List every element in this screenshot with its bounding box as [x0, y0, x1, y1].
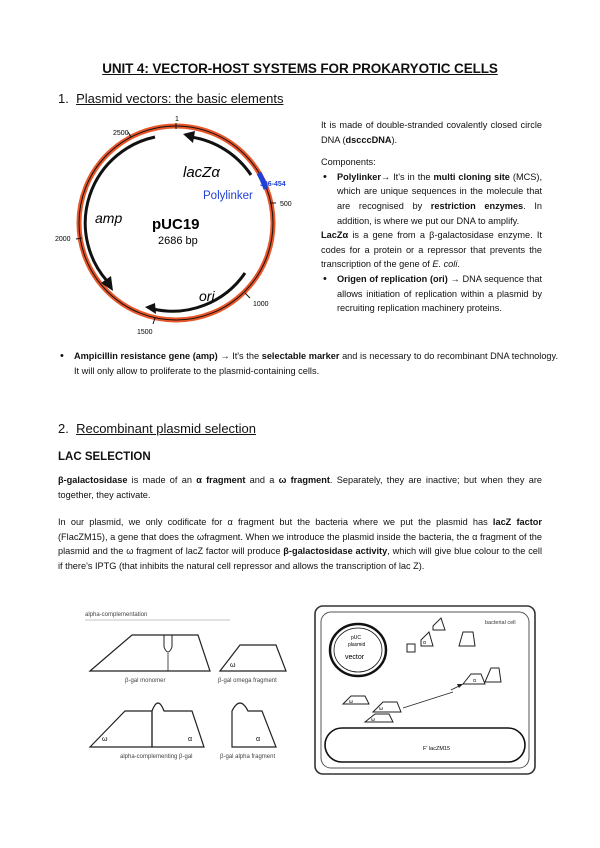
lac-p2: In our plasmid, we only codificate for α fragment but the bacteria where we put the plasmid has lacZ factor (FlacZM15), a gene that does the ωfragment. When we introduce the plasmid inside the bacteria, the α fragment of the plasmid and the ω fragment of lacZ factor will produce β-galactosidase activity, which will give blue colour to the cell if there's IPTG (that inhibits the natural cell repressor and allows the transcription of lac Z).	[58, 517, 542, 571]
alpha-symbol: α	[256, 736, 261, 743]
section2-number: 2.	[58, 421, 69, 436]
vector-plasmid	[330, 624, 386, 676]
alpha-symbol-2: α	[473, 678, 476, 684]
chrom-label: F' lacZM15	[423, 746, 451, 752]
puc-label: pUC	[351, 635, 362, 641]
omega-label: β-gal omega fragment	[218, 678, 277, 684]
ori-label: ori	[199, 288, 215, 304]
lac-heading: LAC SELECTION	[58, 451, 151, 463]
monomer-label: β-gal monomer	[125, 678, 166, 684]
lacz-paragraph: LacZα is a gene from a β-galactosidase enzyme. It codes for a protein or a repressor that prevents the transcription of the gene of E. coli.	[321, 230, 542, 270]
omega-symbol-3: ω	[371, 717, 375, 723]
cell-label: bacterial cell	[485, 620, 516, 626]
vector-label: vector	[345, 654, 365, 661]
tick-label-2000: 2000	[55, 236, 71, 243]
complement-omega	[90, 711, 152, 747]
tick-label-1500: 1500	[137, 329, 153, 336]
section2-title: Recombinant plasmid selection	[76, 421, 257, 436]
amp-arrow	[85, 137, 155, 281]
alpha-shape	[232, 703, 276, 747]
tick-label-1: 1	[175, 116, 179, 123]
chromosome	[325, 728, 525, 762]
amp-label: amp	[95, 210, 123, 226]
lac-p1: β-galactosidase is made of an α fragment and a ω fragment. Separately, they are inactive; but when they are together, they activate.	[58, 475, 542, 500]
lacz-arrowhead	[183, 131, 195, 143]
tick-label-2500: 2500	[113, 130, 129, 137]
section1-heading	[58, 91, 283, 106]
amp-item: • Ampicillin resistance gene (amp) → It's the selectable marker and is necessary to do recombinant DNA technology. It will only allow to proliferate to the plasmid-containing cells.	[58, 349, 558, 378]
section1-title: Plasmid vectors: the basic elements	[76, 91, 284, 106]
section2-heading	[58, 421, 256, 436]
plasmid-name: pUC19	[152, 216, 200, 233]
tick-label-1000: 1000	[253, 301, 269, 308]
plasmid-map	[55, 113, 310, 338]
ori-item: • Origen of replication (ori) → DNA sequence that allows initiation of replication within a plasmid by recruiting replication machinery proteins.	[321, 272, 542, 316]
omega-symbol: ω	[230, 662, 236, 669]
polylinker-item: • Polylinker→ It's in the multi cloning site (MCS), which are unique sequences in the molecule that are recognised by restriction enzymes. In addition, is where we put our DNA to amplify.	[321, 170, 542, 228]
intro-column	[321, 118, 542, 316]
plasmid-size: 2686 bp	[158, 235, 198, 247]
page-title: UNIT 4: VECTOR-HOST SYSTEMS FOR PROKARYOTIC CELLS	[102, 61, 498, 76]
omega-symbol-1: ω	[349, 699, 353, 705]
polylinker-range: 396-454	[260, 181, 286, 188]
plasmid-label: plasmid	[348, 642, 366, 648]
complement-alpha	[152, 703, 204, 747]
complement-omega-symbol: ω	[102, 736, 108, 743]
tick-1000	[245, 293, 250, 298]
section1-number: 1.	[58, 91, 69, 106]
lacz-label: lacZα	[183, 164, 220, 181]
alpha-symbol-1: α	[423, 640, 426, 646]
monomer-shape	[90, 635, 210, 671]
complementing-label: alpha-complementing β-gal	[120, 754, 193, 760]
bacterial-cell-figure	[313, 604, 538, 777]
alpha-complementation-figure	[80, 607, 295, 777]
polylinker-label: Polylinker	[203, 190, 253, 202]
components-label: Components:	[321, 157, 376, 168]
tick-label-500: 500	[280, 201, 292, 208]
ori-arrowhead	[145, 303, 156, 314]
alpha-comp-title: alpha-complementation	[85, 612, 148, 618]
intro-p1: It is made of double-stranded covalently closed circle DNA (dscccDNA).	[321, 120, 542, 145]
omega-symbol-2: ω	[379, 706, 383, 712]
complement-alpha-symbol: α	[188, 736, 193, 743]
alpha-label: β-gal alpha fragment	[220, 754, 276, 760]
